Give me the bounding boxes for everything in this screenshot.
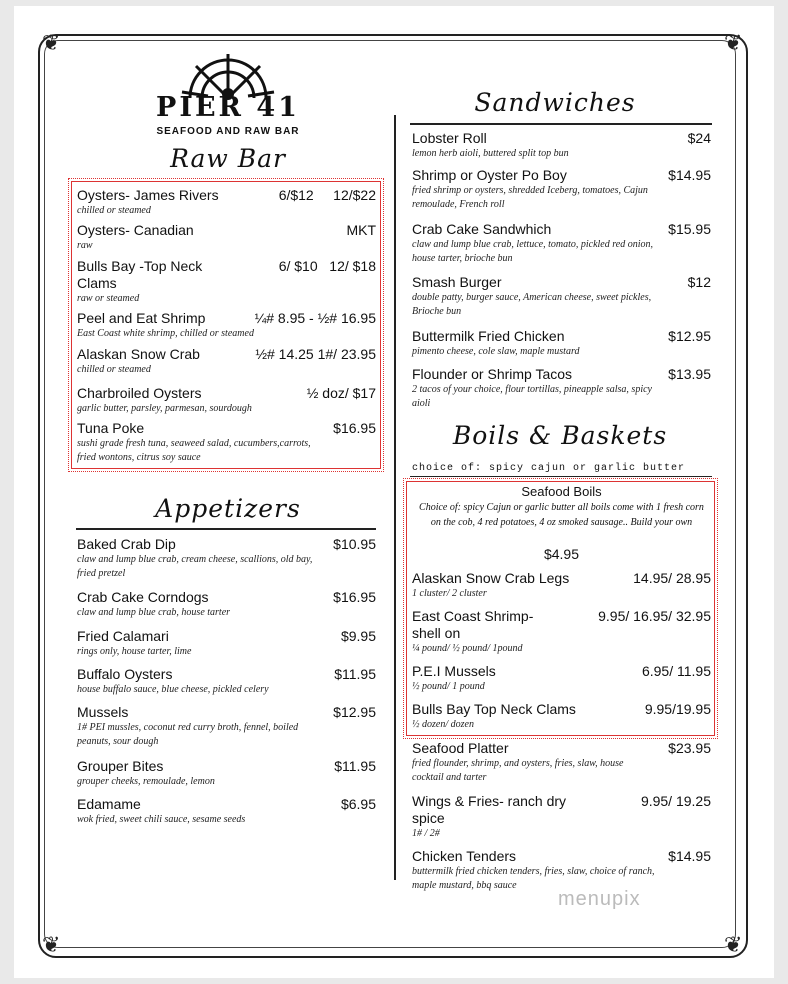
menu-item <box>77 704 376 749</box>
item-desc: East Coast white shrimp, chilled or steamed <box>77 328 254 339</box>
item-price: 6.95/ 11.95 <box>641 663 711 679</box>
item-desc: raw or steamed <box>77 293 140 304</box>
item-price: $13.95 <box>668 366 711 382</box>
menu-item <box>412 848 711 893</box>
menu-item <box>77 758 376 789</box>
item-price: 9.95/19.95 <box>644 701 711 717</box>
item-name: Fried Calamari <box>77 628 169 644</box>
item-price: 9.95/ 16.95/ 32.95 <box>598 608 711 624</box>
seafood-boils-title: Seafood Boils <box>521 484 602 499</box>
item-desc: ½ pound/ 1 pound <box>412 681 485 692</box>
corner-ornament-icon: ❦ <box>724 932 743 957</box>
item-desc: 1# PEI mussles, coconut red curry broth, fennel, boiled peanuts, sour dough <box>77 722 299 747</box>
logo-subtitle: SEAFOOD AND RAW BAR <box>156 126 300 137</box>
item-desc: wok fried, sweet chili sauce, sesame seeds <box>77 814 246 825</box>
item-price: $11.95 <box>334 758 376 774</box>
item-name: Buffalo Oysters <box>77 666 173 682</box>
item-name: Crab Cake Sandwhich <box>412 221 552 237</box>
seafood-boils-desc: Choice of: spicy Cajun or garlic butter all boils come with 1 fresh corn on the cob, 4 red potatoes, 4 oz smoked sausage.. Build your own <box>419 502 704 528</box>
item-desc: chilled or steamed <box>77 364 151 375</box>
boils-heading: Boils & Baskets <box>452 421 668 450</box>
item-name: Wings & Fries- ranch dry spice <box>412 793 567 826</box>
item-desc: garlic butter, parsley, parmesan, sourdough <box>77 403 252 414</box>
item-price: ½ doz/ $17 <box>306 385 376 401</box>
item-name: P.E.I Mussels <box>412 663 496 679</box>
item-price: 6/ $10 12/ $18 <box>278 258 376 274</box>
menu-item <box>412 570 711 601</box>
item-desc: buttermilk fried chicken tenders, fries, slaw, choice of ranch, maple mustard, bbq sauce <box>412 866 655 891</box>
item-desc: fried shrimp or oysters, shredded Iceberg, tomatoes, Cajun remoulade, French roll <box>412 185 648 210</box>
item-name: Shrimp or Oyster Po Boy <box>412 167 567 183</box>
item-desc: house buffalo sauce, blue cheese, pickled celery <box>77 684 269 695</box>
item-desc: raw <box>77 240 93 251</box>
menu-item <box>77 258 376 306</box>
item-desc: ¼ pound/ ½ pound/ 1pound <box>412 643 523 654</box>
item-name: Baked Crab Dip <box>77 536 176 552</box>
item-price: $10.95 <box>333 536 376 552</box>
menu-item <box>77 187 376 218</box>
item-price: $23.95 <box>668 740 711 756</box>
menu-item <box>77 222 376 253</box>
item-price: $16.95 <box>333 589 376 605</box>
item-desc: rings only, house tarter, lime <box>77 646 192 657</box>
menu-item <box>412 328 711 359</box>
item-desc: sushi grade fresh tuna, seaweed salad, cucumbers,carrots, fried wontons, citrus soy sauce <box>77 438 311 463</box>
item-price: $15.95 <box>668 221 711 237</box>
item-name: Edamame <box>77 796 141 812</box>
item-desc: lemon herb aioli, buttered split top bun <box>412 148 569 159</box>
menu-item <box>412 701 711 732</box>
menu-item <box>77 666 376 697</box>
menu-item <box>412 740 711 785</box>
seafood-boils-price: $4.95 <box>543 546 580 562</box>
item-name: Flounder or Shrimp Tacos <box>412 366 573 382</box>
menu-item <box>412 221 711 266</box>
item-price: $11.95 <box>334 666 376 682</box>
menu-item <box>412 167 711 212</box>
item-name: Bulls Bay -Top Neck Clams <box>77 258 203 291</box>
item-price: $14.95 <box>668 848 711 864</box>
item-name: Chicken Tenders <box>412 848 517 864</box>
item-name: Oysters- Canadian <box>77 222 194 238</box>
column-divider <box>394 115 396 880</box>
menu-item <box>412 608 711 656</box>
item-price: 14.95/ 28.95 <box>633 570 711 586</box>
item-price: ½# 14.25 1#/ 23.95 <box>255 346 376 362</box>
item-desc: 2 tacos of your choice, flour tortillas, pineapple salsa, spicy aioli <box>412 384 652 409</box>
item-price: ¼# 8.95 - ½# 16.95 <box>254 310 376 326</box>
logo-name: PIER 41 <box>156 92 300 123</box>
menu-item <box>77 346 376 377</box>
item-price: $12.95 <box>333 704 376 720</box>
menu-item <box>412 663 711 694</box>
item-desc: claw and lump blue crab, cream cheese, scallions, old bay, fried pretzel <box>77 554 313 579</box>
corner-ornament-icon: ❦ <box>42 30 61 55</box>
corner-ornament-icon: ❦ <box>42 932 61 957</box>
boils-choice-note: choice of: spicy cajun or garlic butter <box>412 463 686 474</box>
raw-bar-heading: Raw Bar <box>170 144 286 173</box>
item-price: $12 <box>687 274 711 290</box>
menu-item <box>412 793 711 841</box>
item-desc: fried flounder, shrimp, and oysters, fries, slaw, house cocktail and tarter <box>412 758 624 783</box>
menu-item <box>412 130 711 161</box>
restaurant-logo <box>118 50 338 140</box>
menu-item <box>77 589 376 620</box>
item-price: $16.95 <box>333 420 376 436</box>
item-name: Peel and Eat Shrimp <box>77 310 206 326</box>
menu-item <box>77 420 376 465</box>
menu-item <box>77 628 376 659</box>
appetizers-heading: Appetizers <box>155 494 301 523</box>
item-desc: pimento cheese, cole slaw, maple mustard <box>412 346 580 357</box>
item-price: $12.95 <box>668 328 711 344</box>
item-price: $6.95 <box>340 796 376 812</box>
item-name: Grouper Bites <box>77 758 164 774</box>
menu-item <box>77 536 376 581</box>
sandwiches-heading: Sandwiches <box>474 88 636 117</box>
item-name: Tuna Poke <box>77 420 145 436</box>
item-desc: ½ dozen/ dozen <box>412 719 474 730</box>
appetizers-rule <box>76 528 376 530</box>
item-name: Alaskan Snow Crab <box>77 346 200 362</box>
item-price: $24 <box>687 130 711 146</box>
item-desc: grouper cheeks, remoulade, lemon <box>77 776 215 787</box>
menu-item <box>77 310 376 341</box>
item-name: Bulls Bay Top Neck Clams <box>412 701 576 717</box>
menu-item <box>77 385 376 416</box>
menupix-watermark: menupix <box>558 888 641 910</box>
item-price: $14.95 <box>668 167 711 183</box>
item-name: Mussels <box>77 704 129 720</box>
item-name: Lobster Roll <box>412 130 487 146</box>
item-name: Oysters- James Rivers <box>77 187 219 203</box>
menu-item <box>77 796 376 827</box>
item-price: 6/$12 12/$22 <box>278 187 376 203</box>
menu-item <box>412 274 711 319</box>
item-name: East Coast Shrimp- shell on <box>412 608 534 641</box>
item-name: Crab Cake Corndogs <box>77 589 209 605</box>
item-name: Charbroiled Oysters <box>77 385 202 401</box>
item-price: $9.95 <box>340 628 376 644</box>
item-price: MKT <box>346 222 376 238</box>
item-desc: double patty, burger sauce, American cheese, sweet pickles, Brioche bun <box>412 292 652 317</box>
item-desc: claw and lump blue crab, house tarter <box>77 607 231 618</box>
sandwiches-rule <box>410 123 712 125</box>
item-name: Smash Burger <box>412 274 502 290</box>
item-name: Buttermilk Fried Chicken <box>412 328 565 344</box>
item-desc: 1 cluster/ 2 cluster <box>412 588 487 599</box>
item-name: Alaskan Snow Crab Legs <box>412 570 570 586</box>
item-name: Seafood Platter <box>412 740 509 756</box>
item-desc: 1# / 2# <box>412 828 440 839</box>
corner-ornament-icon: ❦ <box>724 30 743 55</box>
menu-item <box>412 366 711 411</box>
item-desc: claw and lump blue crab, lettuce, tomato, pickled red onion, house tarter, brioche bun <box>412 239 653 264</box>
item-price: 9.95/ 19.25 <box>640 793 711 809</box>
item-desc: chilled or steamed <box>77 205 151 216</box>
boils-rule <box>410 476 712 477</box>
